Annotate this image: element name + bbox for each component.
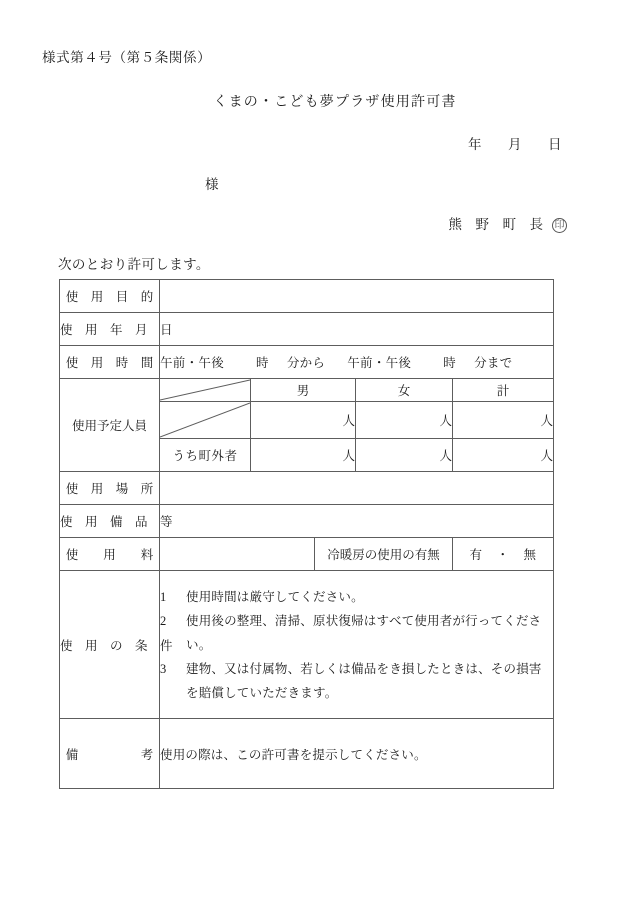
aircon-no-option[interactable]: 無 <box>523 548 537 562</box>
document-title: くまの・こども夢プラザ使用許可書 <box>213 95 457 110</box>
condition-item <box>160 657 553 705</box>
date-month-label: 月 <box>508 137 522 152</box>
label-use-date: 使 用 年 月 日 <box>60 313 160 346</box>
attendees-outside-male[interactable]: 人 <box>251 439 356 472</box>
from-minute-label: 分から <box>286 356 326 370</box>
column-header-female: 女 <box>356 379 453 402</box>
table-row-place <box>60 472 554 505</box>
table-row-use-date <box>60 313 554 346</box>
condition-item <box>160 585 553 609</box>
table-row-purpose <box>60 280 554 313</box>
condition-number: 1 <box>160 589 167 604</box>
value-purpose[interactable] <box>160 280 554 313</box>
label-remarks: 備 考 <box>60 719 160 789</box>
from-hour-label: 時 <box>256 356 269 370</box>
condition-item <box>160 609 553 657</box>
attendees-outside-label: うち町外者 <box>160 439 251 472</box>
attendees-all-total[interactable]: 人 <box>453 402 554 439</box>
condition-text: 使用時間は厳守してください。 <box>186 589 364 604</box>
value-place[interactable] <box>160 472 554 505</box>
table-row-attendees-header <box>60 379 554 402</box>
label-aircon-usage: 冷暖房の使用の有無 <box>315 538 453 571</box>
attendees-all-male[interactable]: 人 <box>251 402 356 439</box>
label-equipment: 使 用 備 品 等 <box>60 505 160 538</box>
label-purpose: 使 用 目 的 <box>60 280 160 313</box>
date-day-label: 日 <box>548 137 562 152</box>
issuer-line <box>449 213 568 233</box>
table-row-remarks <box>60 719 554 789</box>
date-year-label: 年 <box>468 137 482 152</box>
column-header-total: 計 <box>453 379 554 402</box>
condition-number: 2 <box>160 613 167 628</box>
condition-text: 使用後の整理、清掃、原状復帰はすべて使用者が行ってください。 <box>186 613 542 652</box>
aircon-yes-option[interactable]: 有 <box>469 548 483 562</box>
table-row-equipment <box>60 505 554 538</box>
label-place: 使 用 場 所 <box>60 472 160 505</box>
issuer-name: 熊 野 町 長 <box>448 217 543 232</box>
seal-icon: 印 <box>552 218 567 233</box>
lead-text: 次のとおり許可します。 <box>58 257 210 272</box>
to-ampm-label: 午前・午後 <box>347 356 412 370</box>
to-hour-label: 時 <box>443 356 457 370</box>
label-fee: 使 用 料 <box>60 538 160 571</box>
table-row-conditions <box>60 571 554 719</box>
aircon-choice[interactable] <box>453 538 554 571</box>
condition-number: 3 <box>160 661 167 676</box>
label-conditions: 使 用 の 条 件 <box>60 571 160 719</box>
label-attendees: 使用予定人員 <box>60 379 160 472</box>
attendees-outside-female[interactable]: 人 <box>356 439 453 472</box>
attendees-outside-total[interactable]: 人 <box>453 439 554 472</box>
value-remarks[interactable]: 使用の際は、この許可書を提示してください。 <box>160 719 554 789</box>
table-row-fee <box>60 538 554 571</box>
permit-details-table <box>59 279 554 789</box>
attendees-blank-cell <box>160 402 251 439</box>
addressee-honorific: 様 <box>205 177 219 192</box>
aircon-separator: ・ <box>496 548 510 562</box>
label-use-time: 使 用 時 間 <box>60 346 160 379</box>
column-header-male: 男 <box>251 379 356 402</box>
issue-date-line <box>468 133 562 153</box>
value-equipment[interactable] <box>160 505 554 538</box>
to-minute-label: 分まで <box>474 356 513 370</box>
from-ampm-label: 午前・午後 <box>160 356 225 370</box>
attendees-all-female[interactable]: 人 <box>356 402 453 439</box>
condition-text: 建物、又は付属物、若しくは備品をき損したときは、その損害を賠償していただきます。 <box>186 661 542 700</box>
form-number: 様式第４号（第５条関係） <box>42 50 212 65</box>
table-row-use-time <box>60 346 554 379</box>
attendees-corner-cell <box>160 379 251 402</box>
conditions-list <box>160 571 554 719</box>
value-use-date[interactable] <box>160 313 554 346</box>
value-fee[interactable] <box>160 538 315 571</box>
value-use-time[interactable] <box>160 346 554 379</box>
